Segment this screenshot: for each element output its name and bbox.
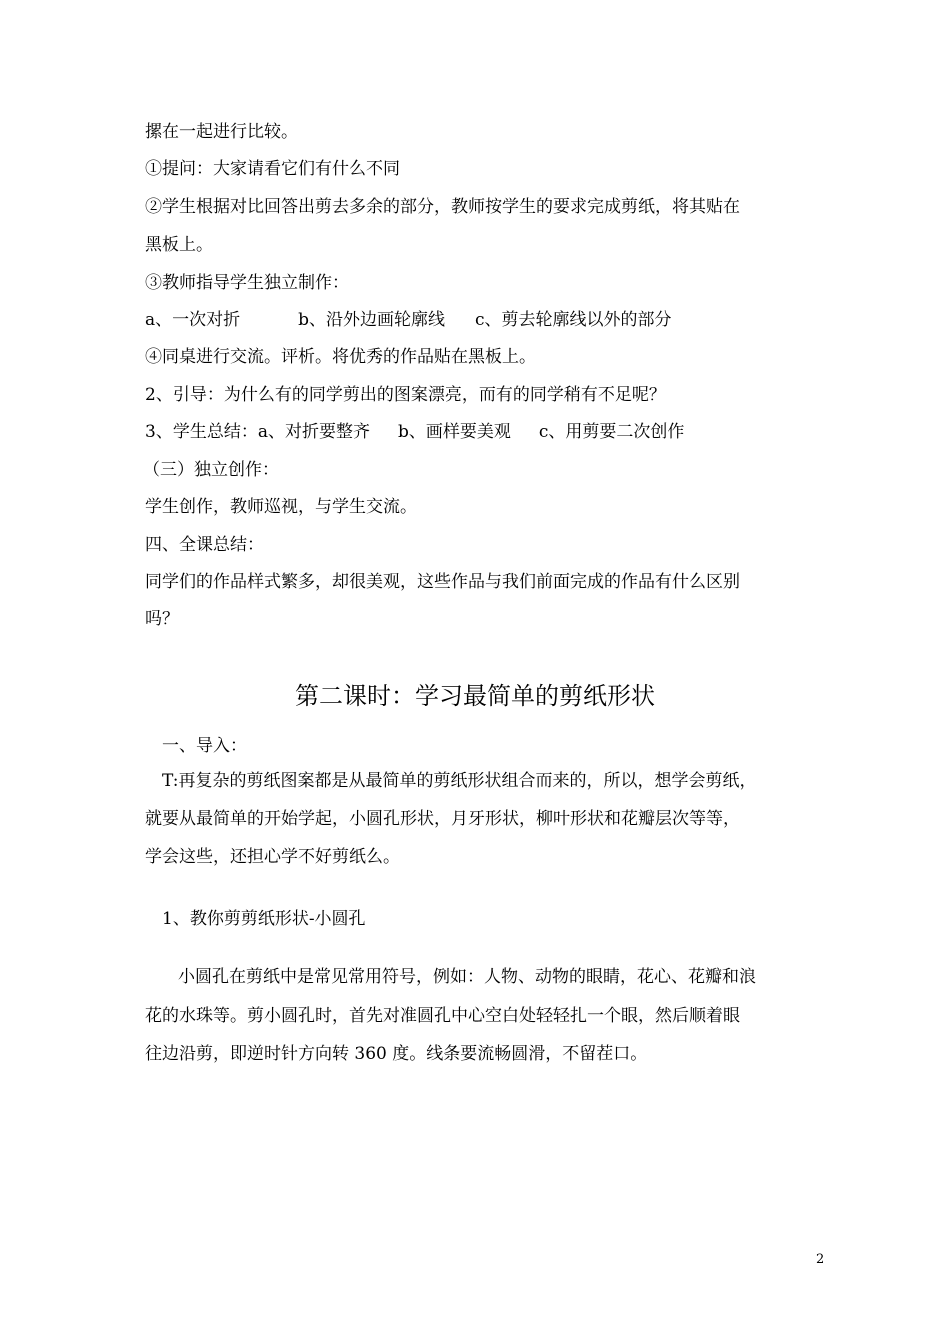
lesson-title: 第二课时：学习最简单的剪纸形状 bbox=[295, 682, 655, 710]
text-line: 同学们的作品样式繁多，却很美观，这些作品与我们前面完成的作品有什么区别 bbox=[145, 572, 740, 592]
step-b: b、沿外边画轮廓线 bbox=[298, 310, 446, 330]
text-line: ④同桌进行交流。评析。将优秀的作品贴在黑板上。 bbox=[145, 347, 536, 367]
step-a: a、一次对折 bbox=[145, 310, 241, 330]
text-line: 吗？ bbox=[145, 609, 179, 629]
text-line: 学生创作，教师巡视，与学生交流。 bbox=[145, 497, 417, 517]
page-number: 2 bbox=[816, 1252, 825, 1267]
text-line: 黑板上。 bbox=[145, 235, 213, 255]
section1-line: 小圆孔在剪纸中是常见常用符号，例如：人物、动物的眼睛，花心、花瓣和浪 bbox=[178, 967, 756, 987]
section-heading: （三）独立创作： bbox=[143, 460, 279, 480]
section1-line: 往边沿剪，即逆时针方向转 360 度。线条要流畅圆滑，不留茬口。 bbox=[145, 1044, 648, 1064]
steps-line bbox=[145, 309, 672, 331]
summary-c: c、用剪要二次创作 bbox=[538, 422, 685, 442]
section1-line: 花的水珠等。剪小圆孔时，首先对准圆孔中心空白处轻轻扎一个眼，然后顺着眼 bbox=[145, 1006, 740, 1026]
text-line: 2、引导：为什么有的同学剪出的图案漂亮，而有的同学稍有不足呢？ bbox=[145, 385, 666, 405]
section-heading: 四、全课总结： bbox=[145, 535, 264, 555]
summary-label: 3、学生总结：a、对折要整齐 bbox=[145, 422, 370, 442]
text-line: ②学生根据对比回答出剪去多余的部分，教师按学生的要求完成剪纸，将其贴在 bbox=[145, 197, 740, 217]
section1-heading: 1、教你剪剪纸形状-小圆孔 bbox=[162, 909, 366, 929]
question-line: ①提问：大家请看它们有什么不同 bbox=[145, 159, 400, 179]
intro-line: 学会这些，还担心学不好剪纸么。 bbox=[145, 847, 400, 867]
summary-b: b、画样要美观 bbox=[397, 422, 511, 442]
intro-line: T:再复杂的剪纸图案都是从最简单的剪纸形状组合而来的，所以，想学会剪纸， bbox=[162, 771, 757, 791]
step-c: c、剪去轮廓线以外的部分 bbox=[475, 310, 672, 330]
text-line: 摞在一起进行比较。 bbox=[145, 122, 298, 142]
summary-line bbox=[145, 421, 684, 443]
intro-heading: 一、导入： bbox=[162, 736, 247, 756]
intro-line: 就要从最简单的开始学起，小圆孔形状，月牙形状，柳叶形状和花瓣层次等等， bbox=[145, 809, 740, 829]
text-line: ③教师指导学生独立制作： bbox=[145, 273, 349, 293]
